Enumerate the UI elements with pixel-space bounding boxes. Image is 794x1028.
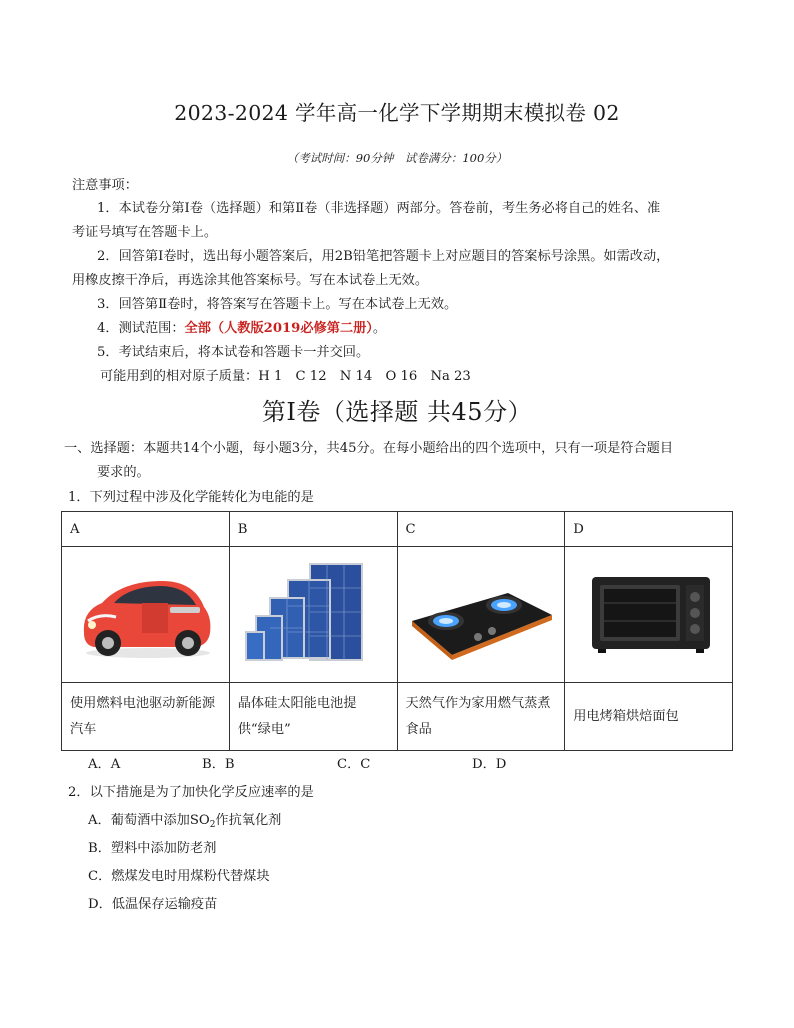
q1-answer-b: B．B (202, 757, 235, 772)
q2-option-a-text: A．葡萄酒中添加SO (88, 813, 210, 828)
option-d-image-cell (565, 547, 733, 683)
question-1-options-table (61, 511, 733, 751)
notice-item-5: 5．考试结束后，将本试卷和答题卡一并交回。 (97, 345, 370, 360)
q1-answer-a: A．A (88, 757, 121, 772)
notice-item-4 (97, 317, 386, 336)
question-2-stem: 2．以下措施是为了加快化学反应速率的是 (68, 785, 314, 800)
option-c-header: C (397, 512, 565, 547)
section-title: 第Ⅰ卷（选择题 共45分） (261, 398, 533, 426)
atomic-masses: 可能用到的相对原子质量：H 1 C 12 N 14 O 16 Na 23 (100, 369, 471, 384)
notice-item-3: 3．回答第Ⅱ卷时，将答案写在答题卡上。写在本试卷上无效。 (97, 297, 458, 312)
option-b-caption: 晶体硅太阳能电池提供“绿电” (229, 683, 397, 751)
option-a-header: A (62, 512, 230, 547)
option-c-image-cell (397, 547, 565, 683)
notice-item-2-line-2: 用橡皮擦干净后，再选涂其他答案标号。写在本试卷上无效。 (72, 273, 429, 288)
q1-answer-d: D．D (472, 757, 507, 772)
gas-stove-icon (406, 563, 556, 663)
notice-heading: 注意事项： (72, 178, 138, 193)
oven-icon (574, 563, 724, 663)
option-b-image-cell (229, 547, 397, 683)
option-d-header: D (565, 512, 733, 547)
q1-answer-c: C．C (337, 757, 371, 772)
notice-item-1-line-1: 1．本试卷分第Ⅰ卷（选择题）和第Ⅱ卷（非选择题）两部分。答卷前，考生务必将自己的姓名、准 (97, 201, 661, 216)
subscript: 2 (209, 820, 216, 830)
page-title: 2023-2024 学年高一化学下学期期末模拟卷 02 (174, 101, 620, 125)
q2-option-b: B．塑料中添加防老剂 (88, 841, 217, 856)
option-d-caption: 用电烤箱烘焙面包 (565, 683, 733, 751)
notice-item-2-line-1: 2．回答第Ⅰ卷时，选出每小题答案后，用2B铅笔把答题卡上对应题目的答案标号涂黑。如需改动， (97, 249, 670, 264)
exam-info: （考试时间：90分钟 试卷满分：100分） (286, 151, 508, 165)
option-a-image-cell (62, 547, 230, 683)
q2-option-c: C．燃煤发电时用煤粉代替煤块 (88, 869, 270, 884)
scope-value: 全部（人教版2019必修第二册） (184, 321, 373, 336)
question-1-stem: 1．下列过程中涉及化学能转化为电能的是 (68, 490, 314, 505)
notice-item-1-line-2: 考证号填写在答题卡上。 (72, 225, 218, 240)
section-instruction-line-1: 一、选择题：本题共14个小题，每小题3分，共45分。在每小题给出的四个选项中，只有一项是符合题目 (64, 441, 674, 456)
option-c-caption: 天然气作为家用燃气蒸煮食品 (397, 683, 565, 751)
q2-option-a (88, 809, 281, 830)
option-a-caption: 使用燃料电池驱动新能源汽车 (62, 683, 230, 751)
car-icon (70, 563, 220, 663)
scope-label: 4．测试范围： (97, 321, 185, 336)
q2-option-a-text-end: 作抗氧化剂 (215, 813, 282, 828)
solar-panel-icon (238, 558, 388, 668)
option-b-header: B (229, 512, 397, 547)
scope-end: 。 (372, 321, 387, 336)
q2-option-d: D．低温保存运输疫苗 (88, 897, 218, 912)
section-instruction-line-2: 要求的。 (97, 465, 150, 480)
